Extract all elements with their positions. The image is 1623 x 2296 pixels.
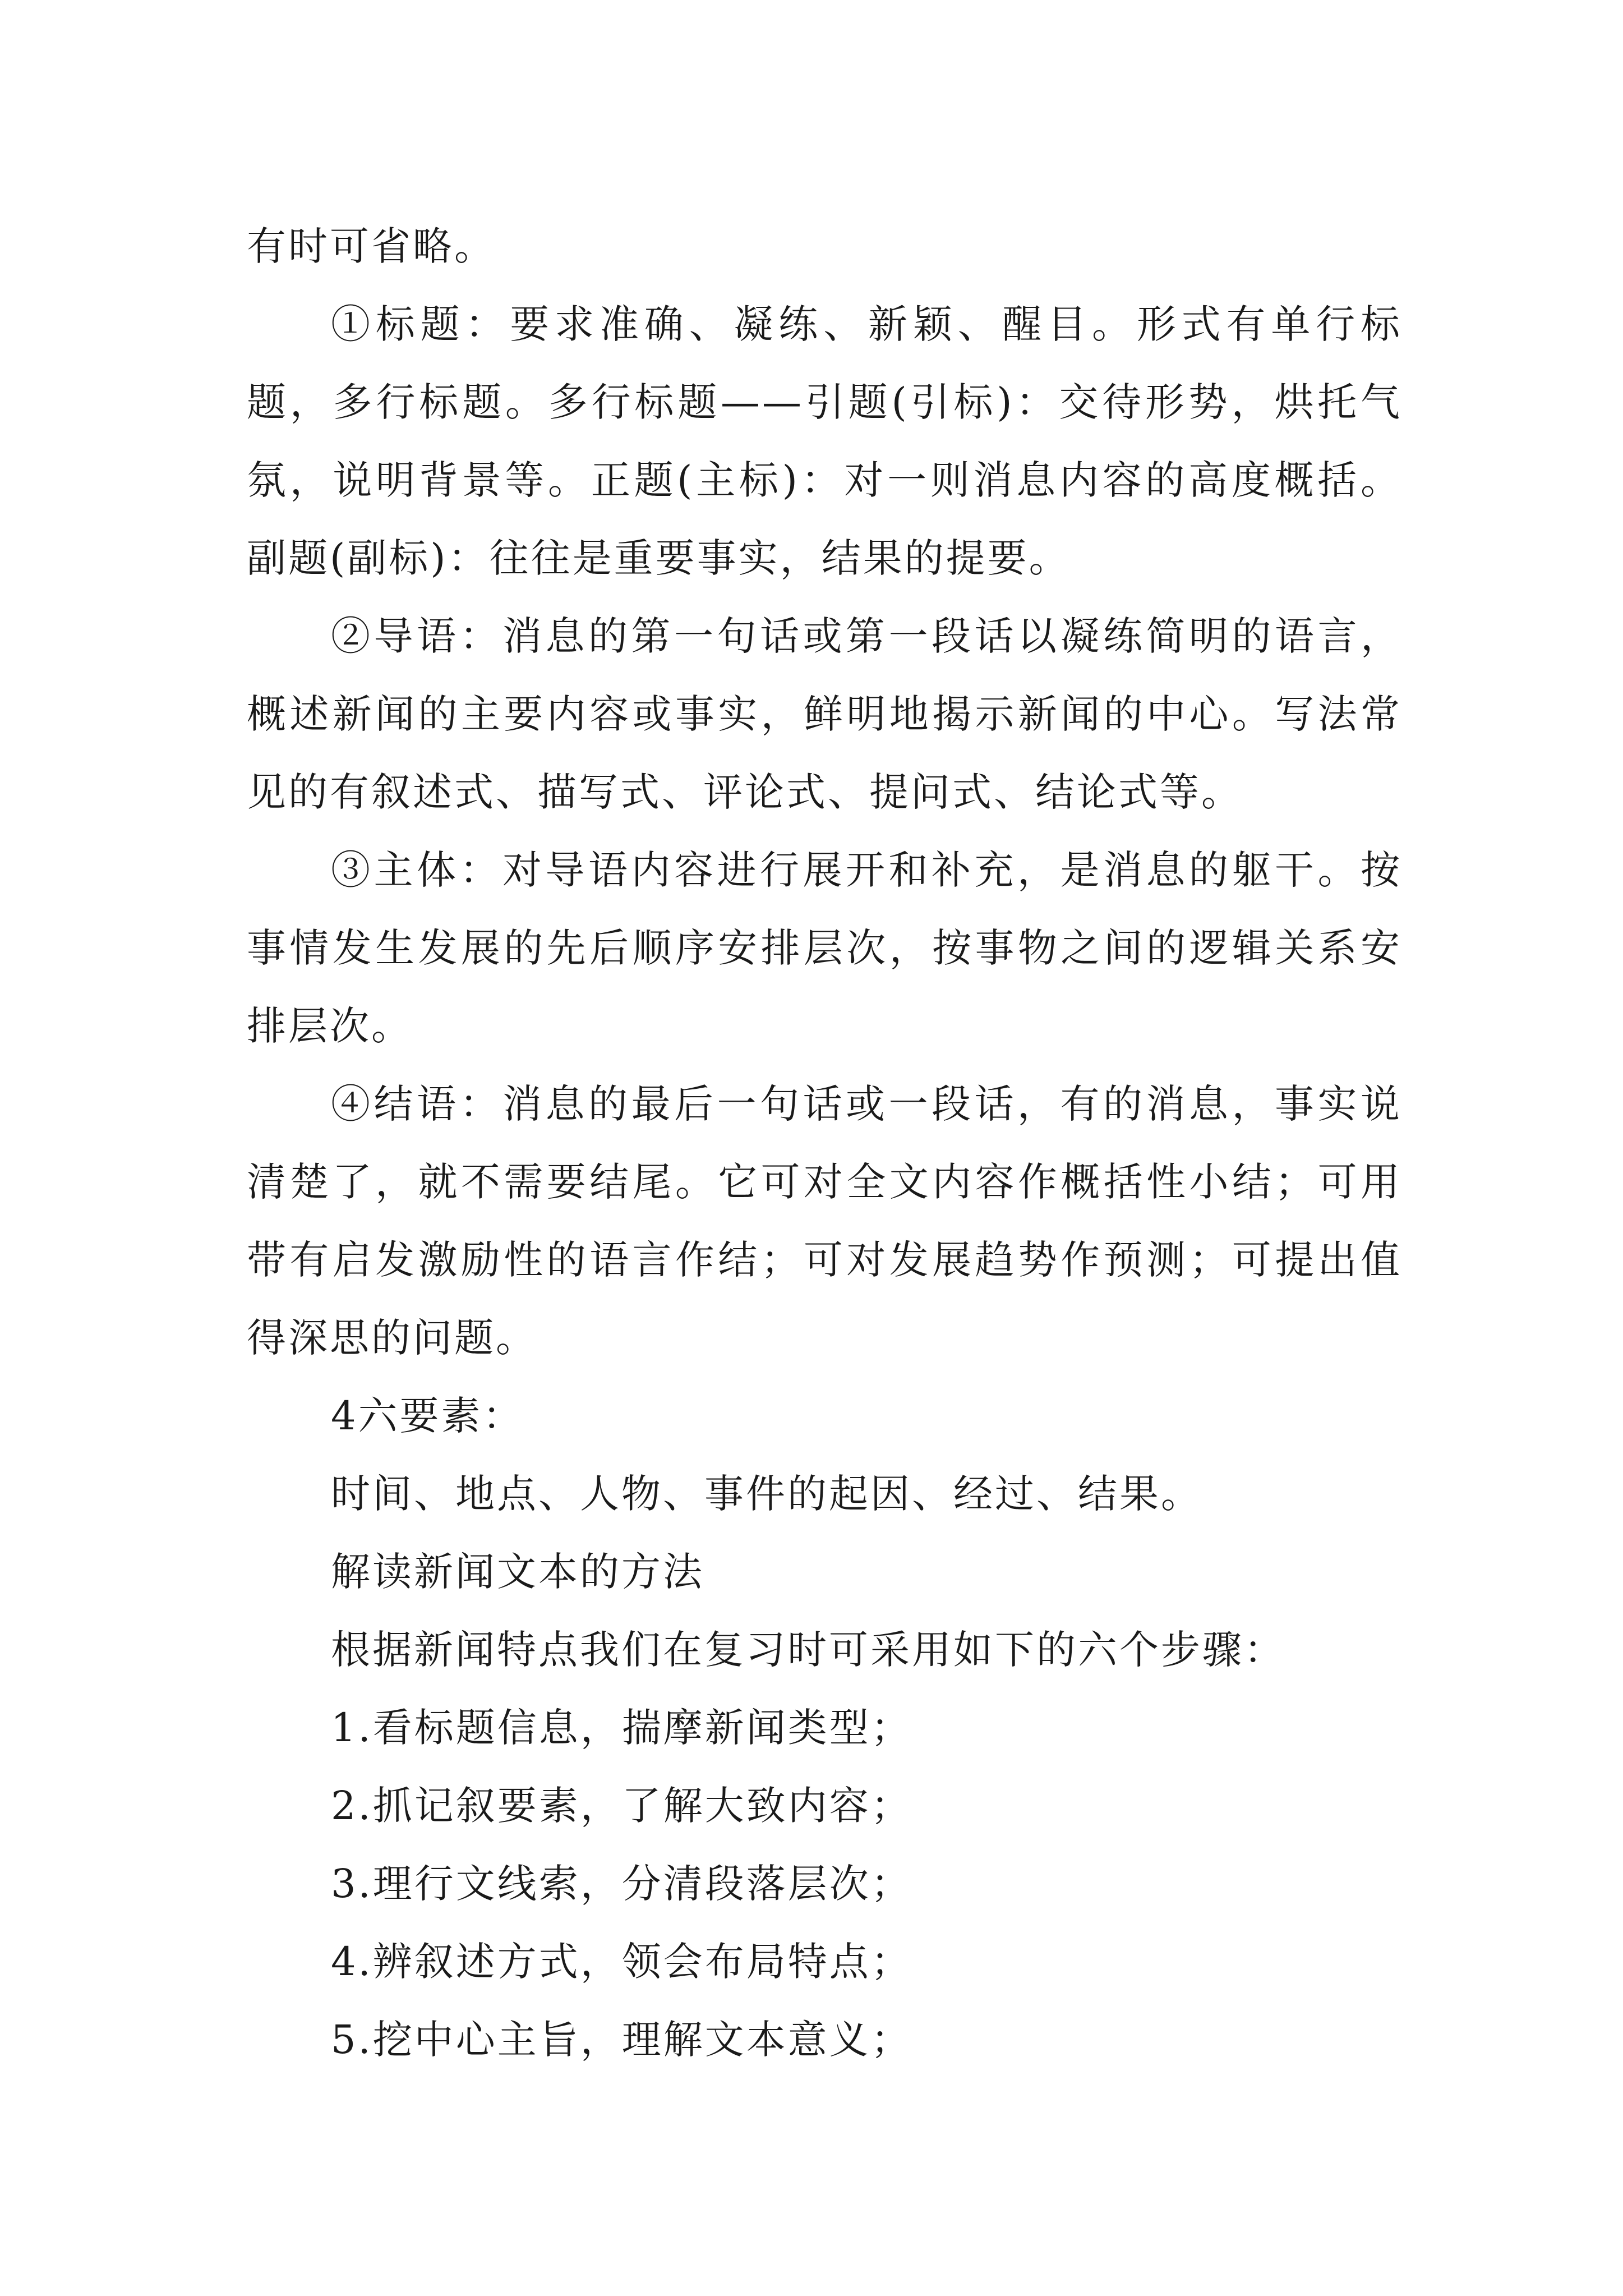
- paragraph-body: ③主体：对导语内容进行展开和补充，是消息的躯干。按事情发生发展的先后顺序安排层次，按事物之间的逻辑关系安排层次。: [247, 847, 1402, 1049]
- list-item-step-2: 2.抓记叙要素，了解大致内容；: [331, 1783, 912, 1829]
- paragraph-omit-note: 有时可省略。: [247, 223, 496, 269]
- paragraph-method-heading: 解读新闻文本的方法: [331, 1549, 704, 1595]
- list-item-step-1: 1.看标题信息，揣摩新闻类型；: [331, 1705, 912, 1751]
- paragraph-six-elements: 时间、地点、人物、事件的起因、经过、结果。: [331, 1471, 1202, 1517]
- list-item-step-5: 5.挖中心主旨，理解文本意义；: [331, 2017, 912, 2063]
- list-item-step-4: 4.辨叙述方式，领会布局特点；: [331, 1939, 912, 1985]
- document-body: [247, 208, 1402, 2079]
- paragraph-ending: ④结语：消息的最后一句话或一段话，有的消息，事实说清楚了，就不需要结尾。它可对全文内容作概括性小结；可用带有启发激励性的语言作结；可对发展趋势作预测；可提出值得深思的问题。: [247, 1081, 1402, 1361]
- paragraph-title: ①标题：要求准确、凝练、新颖、醒目。形式有单行标题，多行标题。多行标题——引题(引标)：交待形势，烘托气氛，说明背景等。正题(主标)：对一则消息内容的高度概括。副题(副标)：往往是重要事实，结果的提要。: [247, 301, 1402, 581]
- paragraph-lead: ②导语：消息的第一句话或第一段话以凝练简明的语言，概述新闻的主要内容或事实，鲜明地揭示新闻的中心。写法常见的有叙述式、描写式、评论式、提问式、结论式等。: [247, 613, 1402, 815]
- paragraph-six-elements-heading: 4六要素：: [331, 1393, 524, 1439]
- list-item-step-3: 3.理行文线索，分清段落层次；: [331, 1861, 912, 1907]
- paragraph-method-intro: 根据新闻特点我们在复习时可采用如下的六个步骤：: [331, 1627, 1285, 1673]
